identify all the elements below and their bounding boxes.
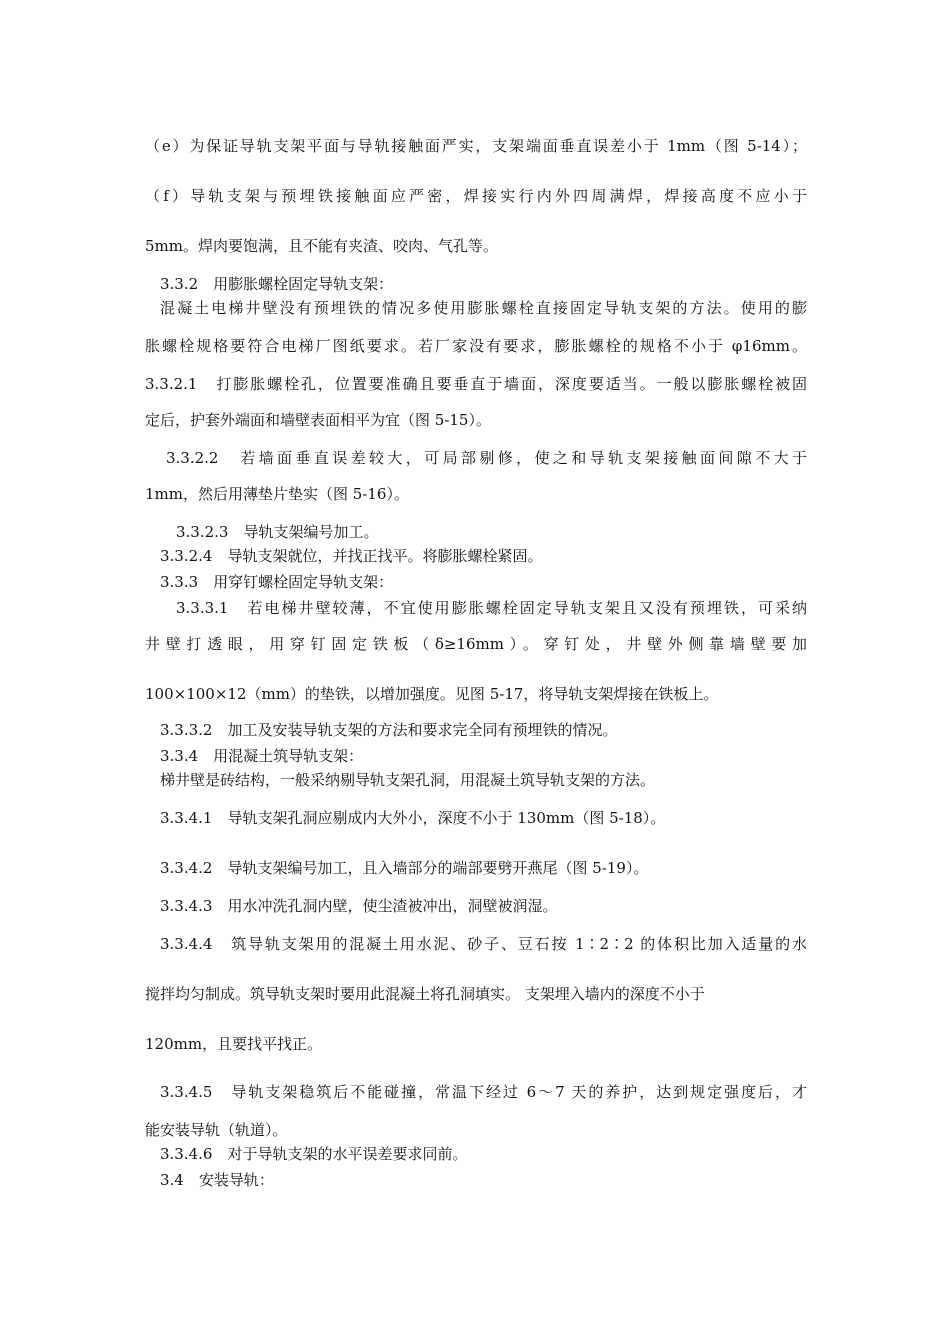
- paragraph-line: 混凝土电梯井壁没有预埋铁的情况多使用膨胀螺栓直接固定导轨支架的方法。使用的膨: [160, 299, 807, 317]
- paragraph-line: 3.3.4.1 导轨支架孔洞应剔成内大外小，深度不小于 130mm（图 5-18）。: [160, 809, 666, 827]
- paragraph-line: 3.3.2.1 打膨胀螺栓孔，位置要准确且要垂直于墙面，深度要适当。一般以膨胀螺栓被固: [145, 375, 807, 393]
- paragraph-line: 定后，护套外端面和墙壁表面相平为宜（图 5-15）。: [145, 411, 491, 429]
- paragraph-line: 5mm。焊肉要饱满，且不能有夹渣、咬肉、气孔等。: [145, 237, 498, 255]
- paragraph-line: 3.3.2.2 若墙面垂直误差较大，可局部剔修，使之和导轨支架接触面间隙不大于: [166, 449, 807, 467]
- paragraph-line: 3.3.4.4 筑导轨支架用的混凝土用水泥、砂子、豆石按 1∶2∶2 的体积比加入适量的水: [160, 935, 807, 953]
- paragraph-line: 井壁打透眼，用穿钉固定铁板（δ≥16mm）。穿钉处，井壁外侧靠墙壁要加: [145, 635, 807, 653]
- section-heading: 3.3.3 用穿钉螺栓固定导轨支架：: [160, 573, 394, 591]
- paragraph-line: 3.3.4.6 对于导轨支架的水平误差要求同前。: [160, 1145, 468, 1163]
- paragraph-line: （f）导轨支架与预埋铁接触面应严密，焊接实行内外四周满焊，焊接高度不应小于: [145, 187, 807, 205]
- paragraph-line: （e）为保证导轨支架平面与导轨接触面严实，支架端面垂直误差小于 1mm（图 5-14）；: [145, 137, 807, 155]
- paragraph-line: 100×100×12（mm）的垫铁，以增加强度。见图 5-17，将导轨支架焊接在铁板上。: [145, 685, 719, 703]
- paragraph-line: 3.3.4.5 导轨支架稳筑后不能碰撞，常温下经过 6～7 天的养护，达到规定强度后，才: [160, 1083, 807, 1101]
- paragraph-line: 3.3.2.4 导轨支架就位，并找正找平。将膨胀螺栓紧固。: [160, 547, 543, 565]
- section-heading: 3.3.4 用混凝土筑导轨支架：: [160, 747, 364, 765]
- paragraph-line: 3.3.4.3 用水冲洗孔洞内壁，使尘渣被冲出，洞壁被润湿。: [160, 897, 558, 915]
- paragraph-line: 3.3.2.3 导轨支架编号加工。: [176, 523, 379, 541]
- section-heading: 3.3.2 用膨胀螺栓固定导轨支架：: [160, 275, 394, 293]
- paragraph-line: 搅拌均匀制成。筑导轨支架时要用此混凝土将孔洞填实。 支架埋入墙内的深度不小于: [145, 985, 705, 1003]
- paragraph-line: 胀螺栓规格要符合电梯厂图纸要求。若厂家没有要求，膨胀螺栓的规格不小于 φ16mm。: [145, 337, 807, 355]
- paragraph-line: 3.3.3.2 加工及安装导轨支架的方法和要求完全同有预埋铁的情况。: [160, 721, 618, 739]
- paragraph-line: 1mm，然后用薄垫片垫实（图 5-16）。: [145, 485, 409, 503]
- paragraph-line: 120mm，且要找平找正。: [145, 1035, 323, 1053]
- paragraph-line: 3.3.3.1 若电梯井壁较薄，不宜使用膨胀螺栓固定导轨支架且又没有预埋铁，可采纳: [176, 599, 807, 617]
- paragraph-line: 能安装导轨（轨道）。: [145, 1121, 288, 1139]
- section-heading: 3.4 安装导轨：: [160, 1171, 274, 1189]
- paragraph-line: 3.3.4.2 导轨支架编号加工，且入墙部分的端部要劈开燕尾（图 5-19）。: [160, 859, 649, 877]
- paragraph-line: 梯井壁是砖结构，一般采纳剔导轨支架孔洞，用混凝土筑导轨支架的方法。: [160, 771, 656, 789]
